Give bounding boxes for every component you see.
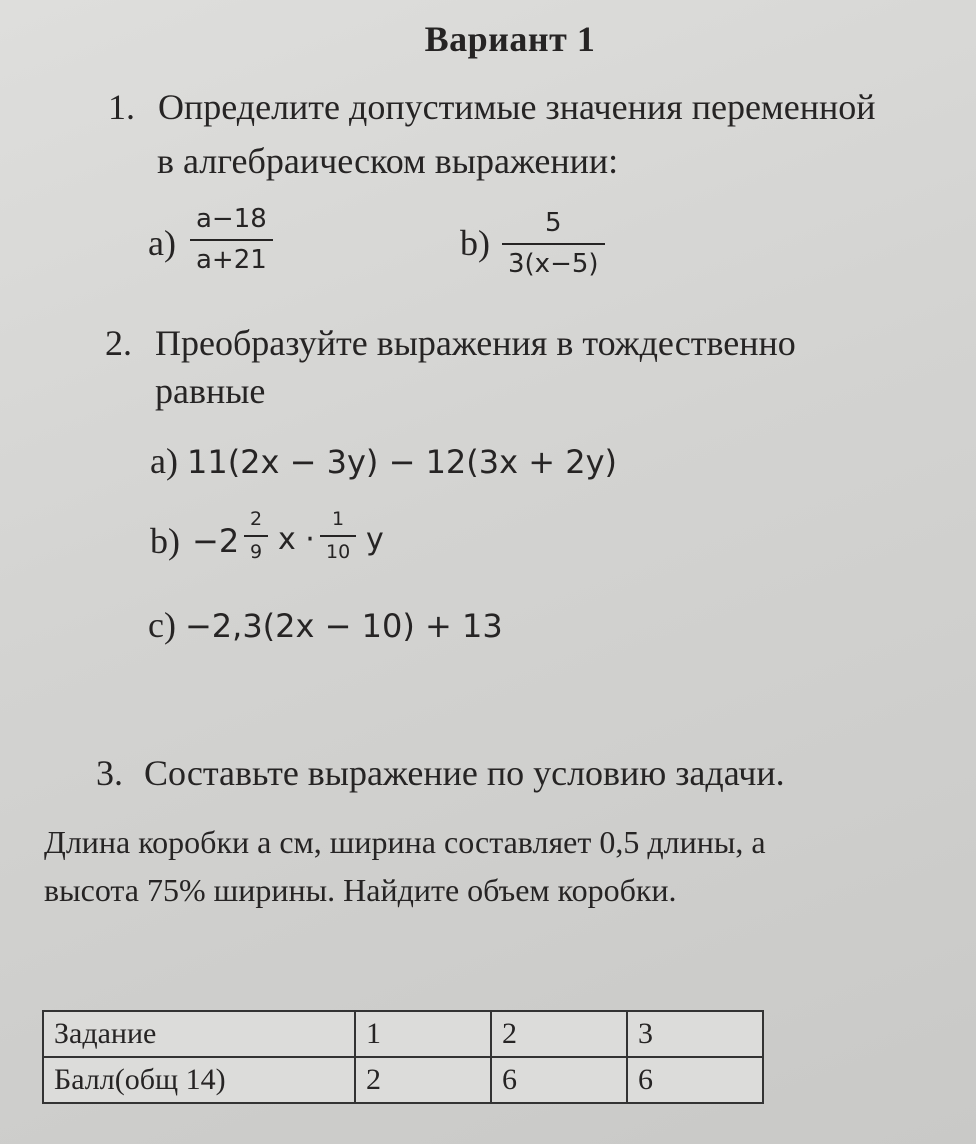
table-header-cell: Задание [43,1011,355,1057]
table-cell: 6 [627,1057,763,1103]
table-cell: Балл(общ 14) [43,1057,355,1103]
fraction-bar [190,239,273,241]
task1-b-numerator: 5 [545,208,562,238]
task1-a-numerator: a−18 [196,204,267,234]
table-cell: 2 [355,1057,491,1103]
task2-b-middle: x · [278,522,315,557]
task1-a-fraction [190,204,273,276]
table-row [43,1057,763,1103]
task2-c [148,604,503,646]
task1-b-label: b) [460,223,490,263]
task1-text-2: в алгебраическом выражении: [157,141,619,181]
task2-c-label: c) [148,605,176,645]
variant-title: Вариант 1 [424,19,596,59]
task2-b-f2-denominator: 10 [326,540,351,563]
task1-line1 [108,86,876,128]
table-header-cell: 2 [491,1011,627,1057]
task2-b-fraction-1 [244,508,268,564]
task2-a [150,440,617,482]
task3-line [96,752,785,794]
task1-b-denominator: 3(x−5) [508,249,599,280]
fraction-bar [502,243,605,245]
task3-number: 3. [96,753,123,793]
task1-b-fraction [502,208,605,280]
fraction-bar [244,535,268,537]
task2-b-fraction-2 [320,508,356,564]
table-row [43,1011,763,1057]
task3-heading: Составьте выражение по условию задачи. [144,753,785,793]
task1-number: 1. [108,87,135,127]
task2-a-label: a) [150,441,178,481]
task2-b-f2-numerator: 1 [332,508,345,530]
score-table [42,1010,764,1104]
task1-text-1: Определите допустимые значения переменной [158,87,876,127]
task2-line1 [105,322,796,364]
fraction-bar [320,535,356,537]
task3-body-1: Длина коробки a см, ширина составляет 0,5 длины, а [44,824,766,860]
task1-a-denominator: a+21 [196,245,267,276]
task2-b-f1-numerator: 2 [250,508,263,530]
task2-a-expression: 11(2x − 3y) − 12(3x + 2y) [186,443,617,481]
task2-b-label: b) [150,521,180,561]
task2-text-2: равные [155,371,266,411]
table-header-cell: 3 [627,1011,763,1057]
task2-number: 2. [105,323,132,363]
task1-a-label: a) [148,223,176,263]
table-cell: 6 [491,1057,627,1103]
task2-b-prefix: −2 [192,522,240,560]
task2-c-expression: −2,3(2x − 10) + 13 [184,607,503,645]
task3-body-2: высота 75% ширины. Найдите объем коробки. [44,872,677,908]
task2-b-f1-denominator: 9 [250,540,263,563]
task2-text-1: Преобразуйте выражения в тождественно [155,323,796,363]
table-header-cell: 1 [355,1011,491,1057]
task2-b-suffix: y [366,522,384,557]
